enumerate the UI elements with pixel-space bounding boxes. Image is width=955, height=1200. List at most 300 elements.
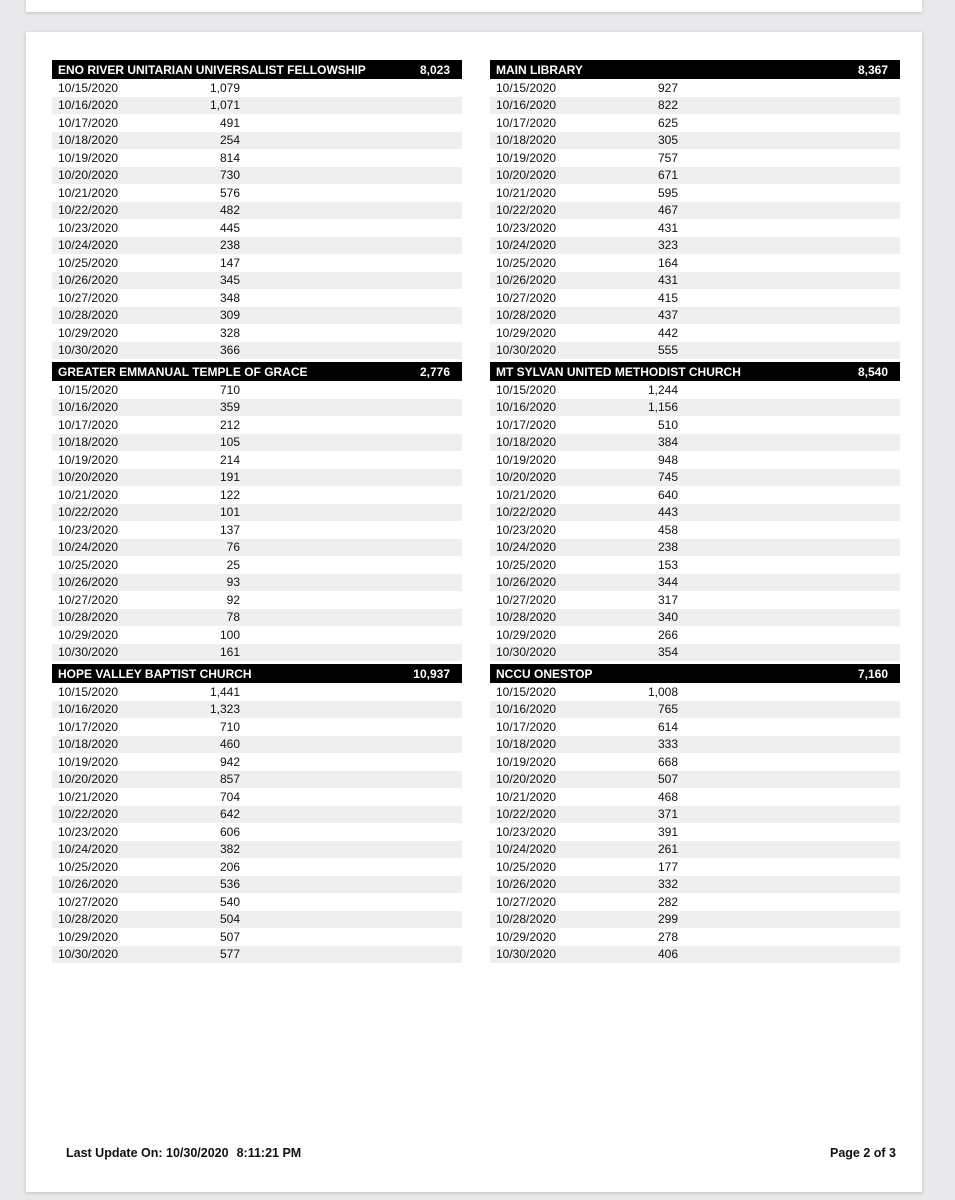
- row-date: 10/15/2020: [58, 684, 119, 699]
- table-row: [52, 132, 462, 150]
- row-date: 10/16/2020: [496, 98, 557, 113]
- row-date: 10/30/2020: [496, 947, 557, 962]
- row-date: 10/24/2020: [496, 238, 557, 253]
- table-row: [52, 876, 462, 894]
- table-row: [52, 307, 462, 325]
- row-value: 266: [657, 627, 678, 642]
- table-row: [490, 97, 900, 115]
- site-rows: [52, 381, 462, 661]
- row-date: 10/20/2020: [496, 772, 557, 787]
- table-row: [52, 539, 462, 557]
- row-value: 606: [219, 824, 240, 839]
- row-date: 10/24/2020: [58, 238, 119, 253]
- row-date: 10/27/2020: [58, 894, 119, 909]
- row-date: 10/21/2020: [58, 185, 119, 200]
- row-value: 261: [657, 842, 678, 857]
- table-row: [52, 591, 462, 609]
- site-name: MAIN LIBRARY: [496, 62, 583, 77]
- row-value: 540: [219, 894, 240, 909]
- table-row: [52, 79, 462, 97]
- table-row: [52, 753, 462, 771]
- table-row: [490, 946, 900, 964]
- table-row: [490, 451, 900, 469]
- row-value: 814: [219, 150, 240, 165]
- row-date: 10/27/2020: [58, 592, 119, 607]
- row-date: 10/23/2020: [58, 220, 119, 235]
- row-date: 10/29/2020: [58, 325, 119, 340]
- table-row: [490, 184, 900, 202]
- table-row: [490, 591, 900, 609]
- table-row: [52, 893, 462, 911]
- row-value: 668: [657, 754, 678, 769]
- table-row: [490, 841, 900, 859]
- row-date: 10/27/2020: [58, 290, 119, 305]
- row-date: 10/16/2020: [496, 400, 557, 415]
- table-row: [52, 858, 462, 876]
- table-row: [490, 683, 900, 701]
- table-row: [490, 504, 900, 522]
- table-row: [52, 289, 462, 307]
- table-row: [490, 149, 900, 167]
- row-value: 191: [219, 470, 240, 485]
- table-row: [52, 788, 462, 806]
- row-value: 504: [219, 912, 240, 927]
- row-date: 10/26/2020: [496, 877, 557, 892]
- table-row: [52, 841, 462, 859]
- table-row: [52, 97, 462, 115]
- row-value: 857: [219, 772, 240, 787]
- row-date: 10/26/2020: [496, 273, 557, 288]
- table-row: [52, 399, 462, 417]
- row-value: 92: [226, 592, 240, 607]
- row-value: 78: [226, 610, 240, 625]
- row-date: 10/16/2020: [58, 702, 119, 717]
- row-value: 555: [657, 343, 678, 358]
- row-value: 507: [657, 772, 678, 787]
- row-value: 332: [657, 877, 678, 892]
- row-date: 10/17/2020: [58, 417, 119, 432]
- row-value: 614: [657, 719, 678, 734]
- row-date: 10/25/2020: [58, 255, 119, 270]
- row-value: 704: [219, 789, 240, 804]
- row-value: 348: [219, 290, 240, 305]
- row-date: 10/21/2020: [496, 185, 557, 200]
- table-row: [52, 486, 462, 504]
- row-date: 10/24/2020: [58, 842, 119, 857]
- table-row: [490, 342, 900, 360]
- row-date: 10/24/2020: [496, 540, 557, 555]
- row-date: 10/23/2020: [496, 824, 557, 839]
- row-value: 710: [219, 719, 240, 734]
- row-value: 445: [219, 220, 240, 235]
- row-date: 10/30/2020: [496, 343, 557, 358]
- row-date: 10/28/2020: [496, 912, 557, 927]
- row-value: 595: [657, 185, 678, 200]
- row-value: 745: [657, 470, 678, 485]
- row-value: 576: [219, 185, 240, 200]
- row-value: 460: [219, 737, 240, 752]
- table-row: [490, 823, 900, 841]
- row-date: 10/30/2020: [58, 947, 119, 962]
- table-row: [52, 521, 462, 539]
- row-date: 10/20/2020: [496, 168, 557, 183]
- table-row: [52, 701, 462, 719]
- table-row: [52, 683, 462, 701]
- row-date: 10/17/2020: [496, 417, 557, 432]
- table-row: [52, 167, 462, 185]
- site-rows: [490, 683, 900, 963]
- table-row: [52, 254, 462, 272]
- site-header: [52, 362, 462, 381]
- row-date: 10/16/2020: [58, 98, 119, 113]
- table-row: [490, 753, 900, 771]
- row-value: 278: [657, 929, 678, 944]
- row-value: 382: [219, 842, 240, 857]
- table-row: [52, 114, 462, 132]
- site-table: [52, 664, 462, 963]
- table-row: [52, 324, 462, 342]
- site-name: ENO RIVER UNITARIAN UNIVERSALIST FELLOWSHIP: [58, 62, 366, 77]
- row-value: 161: [219, 645, 240, 660]
- row-value: 328: [219, 325, 240, 340]
- site-rows: [52, 683, 462, 963]
- table-row: [490, 132, 900, 150]
- previous-page-edge: [26, 0, 922, 12]
- row-date: 10/26/2020: [58, 575, 119, 590]
- table-row: [490, 434, 900, 452]
- row-value: 340: [657, 610, 678, 625]
- table-row: [490, 307, 900, 325]
- table-row: [490, 788, 900, 806]
- row-date: 10/21/2020: [58, 487, 119, 502]
- table-row: [490, 399, 900, 417]
- site-table: [52, 362, 462, 661]
- site-rows: [490, 381, 900, 661]
- row-value: 164: [657, 255, 678, 270]
- row-value: 282: [657, 894, 678, 909]
- row-value: 510: [657, 417, 678, 432]
- row-value: 625: [657, 115, 678, 130]
- table-row: [52, 202, 462, 220]
- row-value: 443: [657, 505, 678, 520]
- table-row: [490, 272, 900, 290]
- row-date: 10/19/2020: [496, 452, 557, 467]
- row-value: 1,156: [647, 400, 678, 415]
- row-date: 10/25/2020: [58, 557, 119, 572]
- row-date: 10/25/2020: [58, 859, 119, 874]
- row-date: 10/30/2020: [58, 645, 119, 660]
- row-date: 10/27/2020: [496, 290, 557, 305]
- table-row: [52, 237, 462, 255]
- row-date: 10/29/2020: [58, 627, 119, 642]
- site-header: [52, 664, 462, 683]
- row-date: 10/19/2020: [58, 150, 119, 165]
- row-date: 10/18/2020: [58, 737, 119, 752]
- row-value: 927: [657, 80, 678, 95]
- row-value: 710: [219, 382, 240, 397]
- site-total: 8,023: [419, 62, 450, 77]
- row-value: 354: [657, 645, 678, 660]
- row-value: 153: [657, 557, 678, 572]
- row-value: 100: [219, 627, 240, 642]
- site-total: 8,367: [857, 62, 888, 77]
- table-row: [490, 114, 900, 132]
- table-row: [490, 486, 900, 504]
- row-date: 10/15/2020: [58, 80, 119, 95]
- row-date: 10/20/2020: [58, 772, 119, 787]
- row-date: 10/27/2020: [496, 894, 557, 909]
- table-row: [52, 718, 462, 736]
- table-row: [52, 806, 462, 824]
- row-value: 359: [219, 400, 240, 415]
- row-date: 10/22/2020: [58, 203, 119, 218]
- row-value: 536: [219, 877, 240, 892]
- row-date: 10/23/2020: [496, 220, 557, 235]
- table-row: [52, 434, 462, 452]
- row-date: 10/18/2020: [496, 435, 557, 450]
- row-value: 640: [657, 487, 678, 502]
- site-table: [52, 60, 462, 359]
- row-date: 10/17/2020: [58, 115, 119, 130]
- row-date: 10/19/2020: [58, 452, 119, 467]
- row-value: 25: [226, 557, 240, 572]
- table-row: [52, 626, 462, 644]
- row-value: 305: [657, 133, 678, 148]
- table-row: [52, 416, 462, 434]
- table-row: [52, 644, 462, 662]
- row-value: 345: [219, 273, 240, 288]
- row-value: 323: [657, 238, 678, 253]
- site-table: [490, 362, 900, 661]
- table-row: [490, 289, 900, 307]
- table-row: [490, 928, 900, 946]
- row-value: 366: [219, 343, 240, 358]
- row-value: 577: [219, 947, 240, 962]
- row-value: 384: [657, 435, 678, 450]
- row-value: 212: [219, 417, 240, 432]
- row-date: 10/16/2020: [58, 400, 119, 415]
- table-row: [52, 219, 462, 237]
- row-value: 642: [219, 807, 240, 822]
- row-date: 10/22/2020: [58, 505, 119, 520]
- site-total: 7,160: [857, 666, 888, 681]
- table-row: [52, 771, 462, 789]
- table-row: [52, 946, 462, 964]
- page-number: Page 2 of 3: [830, 1146, 896, 1160]
- row-date: 10/26/2020: [496, 575, 557, 590]
- row-value: 344: [657, 575, 678, 590]
- row-value: 491: [219, 115, 240, 130]
- row-date: 10/26/2020: [58, 273, 119, 288]
- site-header: [490, 664, 900, 683]
- table-row: [52, 504, 462, 522]
- site-name: GREATER EMMANUAL TEMPLE OF GRACE: [58, 364, 308, 379]
- row-date: 10/28/2020: [496, 308, 557, 323]
- table-row: [490, 701, 900, 719]
- row-value: 105: [219, 435, 240, 450]
- row-date: 10/19/2020: [496, 754, 557, 769]
- table-row: [52, 609, 462, 627]
- row-date: 10/28/2020: [58, 308, 119, 323]
- table-row: [490, 609, 900, 627]
- table-row: [490, 556, 900, 574]
- row-date: 10/25/2020: [496, 255, 557, 270]
- table-row: [490, 521, 900, 539]
- row-date: 10/26/2020: [58, 877, 119, 892]
- table-row: [490, 219, 900, 237]
- row-value: 238: [219, 238, 240, 253]
- row-value: 1,079: [209, 80, 240, 95]
- table-row: [490, 626, 900, 644]
- site-header: [52, 60, 462, 79]
- table-row: [52, 381, 462, 399]
- row-date: 10/28/2020: [496, 610, 557, 625]
- site-table: [490, 664, 900, 963]
- row-value: 93: [226, 575, 240, 590]
- row-date: 10/22/2020: [496, 505, 557, 520]
- table-row: [52, 574, 462, 592]
- row-value: 147: [219, 255, 240, 270]
- table-row: [490, 644, 900, 662]
- row-date: 10/23/2020: [496, 522, 557, 537]
- row-value: 254: [219, 133, 240, 148]
- row-date: 10/29/2020: [58, 929, 119, 944]
- row-date: 10/19/2020: [58, 754, 119, 769]
- row-value: 468: [657, 789, 678, 804]
- table-row: [52, 149, 462, 167]
- row-date: 10/25/2020: [496, 859, 557, 874]
- table-row: [52, 272, 462, 290]
- table-row: [52, 911, 462, 929]
- row-date: 10/18/2020: [496, 133, 557, 148]
- row-date: 10/18/2020: [58, 133, 119, 148]
- table-row: [490, 381, 900, 399]
- row-date: 10/23/2020: [58, 522, 119, 537]
- row-value: 482: [219, 203, 240, 218]
- table-row: [490, 202, 900, 220]
- site-total: 8,540: [857, 364, 888, 379]
- table-row: [490, 237, 900, 255]
- row-value: 214: [219, 452, 240, 467]
- table-row: [490, 539, 900, 557]
- row-value: 437: [657, 308, 678, 323]
- row-value: 238: [657, 540, 678, 555]
- table-row: [52, 928, 462, 946]
- site-table: [490, 60, 900, 359]
- row-date: 10/15/2020: [496, 684, 557, 699]
- table-row: [490, 254, 900, 272]
- row-value: 177: [657, 859, 678, 874]
- row-date: 10/28/2020: [58, 912, 119, 927]
- row-value: 317: [657, 592, 678, 607]
- table-row: [490, 736, 900, 754]
- row-value: 371: [657, 807, 678, 822]
- table-row: [490, 574, 900, 592]
- table-row: [490, 876, 900, 894]
- row-value: 467: [657, 203, 678, 218]
- row-value: 458: [657, 522, 678, 537]
- row-value: 206: [219, 859, 240, 874]
- row-value: 122: [219, 487, 240, 502]
- row-date: 10/15/2020: [496, 382, 557, 397]
- row-value: 391: [657, 824, 678, 839]
- site-name: NCCU ONESTOP: [496, 666, 593, 681]
- table-row: [52, 342, 462, 360]
- row-date: 10/30/2020: [496, 645, 557, 660]
- table-row: [52, 736, 462, 754]
- row-value: 431: [657, 273, 678, 288]
- row-value: 942: [219, 754, 240, 769]
- row-date: 10/22/2020: [58, 807, 119, 822]
- row-date: 10/15/2020: [496, 80, 557, 95]
- table-row: [52, 823, 462, 841]
- site-name: HOPE VALLEY BAPTIST CHURCH: [58, 666, 252, 681]
- site-header: [490, 362, 900, 381]
- table-row: [52, 469, 462, 487]
- row-date: 10/21/2020: [496, 789, 557, 804]
- row-date: 10/19/2020: [496, 150, 557, 165]
- row-value: 671: [657, 168, 678, 183]
- row-date: 10/27/2020: [496, 592, 557, 607]
- row-date: 10/24/2020: [496, 842, 557, 857]
- table-row: [52, 556, 462, 574]
- row-value: 507: [219, 929, 240, 944]
- table-row: [490, 771, 900, 789]
- table-row: [52, 184, 462, 202]
- row-date: 10/21/2020: [496, 487, 557, 502]
- row-value: 415: [657, 290, 678, 305]
- site-name: MT SYLVAN UNITED METHODIST CHURCH: [496, 364, 741, 379]
- row-value: 406: [657, 947, 678, 962]
- row-date: 10/20/2020: [58, 470, 119, 485]
- site-rows: [52, 79, 462, 359]
- site-total: 2,776: [419, 364, 450, 379]
- site-total: 10,937: [413, 666, 450, 681]
- document-page: [26, 32, 922, 1192]
- row-date: 10/15/2020: [58, 382, 119, 397]
- row-value: 309: [219, 308, 240, 323]
- table-row: [490, 893, 900, 911]
- row-date: 10/22/2020: [496, 807, 557, 822]
- table-row: [490, 79, 900, 97]
- row-value: 1,008: [647, 684, 678, 699]
- row-date: 10/17/2020: [496, 719, 557, 734]
- row-value: 299: [657, 912, 678, 927]
- last-update-label: Last Update On: 10/30/2020: [66, 1146, 229, 1160]
- row-value: 333: [657, 737, 678, 752]
- last-update-time: 8:11:21 PM: [236, 1146, 302, 1160]
- row-date: 10/20/2020: [496, 470, 557, 485]
- site-rows: [490, 79, 900, 359]
- site-header: [490, 60, 900, 79]
- last-update: [66, 1146, 301, 1160]
- row-date: 10/20/2020: [58, 168, 119, 183]
- row-date: 10/29/2020: [496, 929, 557, 944]
- row-date: 10/23/2020: [58, 824, 119, 839]
- row-date: 10/18/2020: [58, 435, 119, 450]
- row-value: 431: [657, 220, 678, 235]
- row-value: 137: [219, 522, 240, 537]
- row-value: 442: [657, 325, 678, 340]
- row-date: 10/16/2020: [496, 702, 557, 717]
- row-date: 10/25/2020: [496, 557, 557, 572]
- table-row: [490, 324, 900, 342]
- row-value: 1,323: [209, 702, 240, 717]
- table-row: [490, 718, 900, 736]
- row-date: 10/18/2020: [496, 737, 557, 752]
- row-date: 10/24/2020: [58, 540, 119, 555]
- row-value: 1,071: [209, 98, 240, 113]
